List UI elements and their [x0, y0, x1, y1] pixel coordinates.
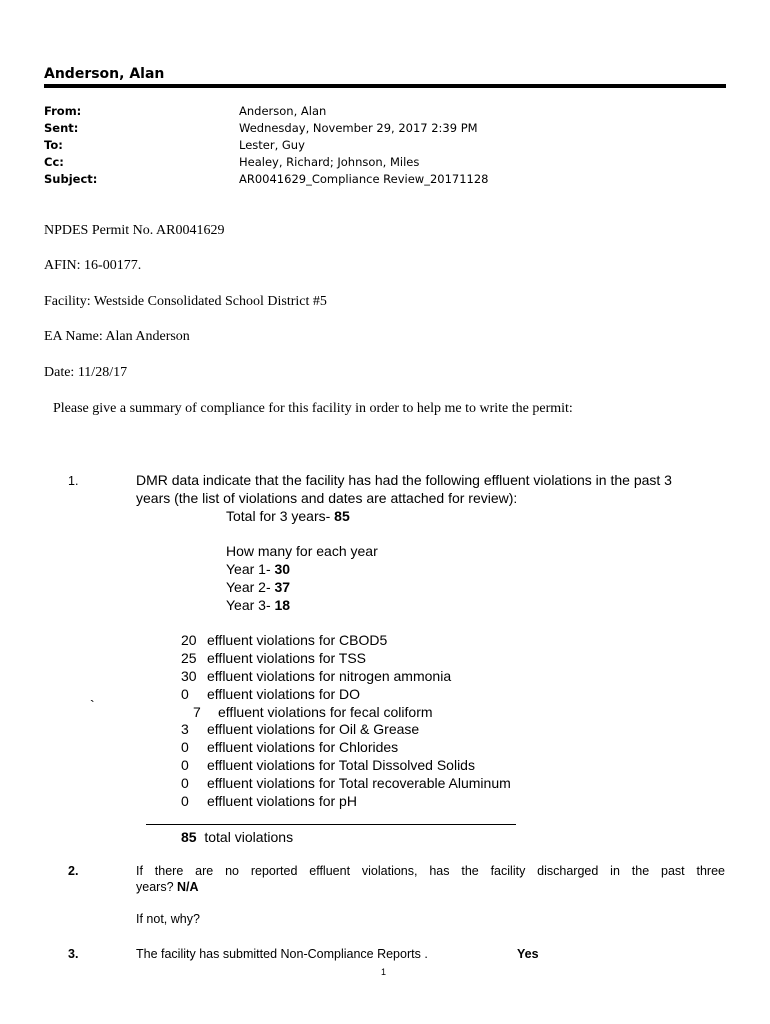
- facility: Facility: Westside Consolidated School District #5: [44, 294, 327, 309]
- violation-count-aluminum: 0: [181, 775, 189, 791]
- cc-value: Healey, Richard; Johnson, Miles: [239, 155, 420, 169]
- item-2-line-1: If there are no reported effluent violations, has the facility discharged in the past three: [136, 864, 725, 878]
- total-3-years-value: 85: [334, 508, 350, 524]
- item-1-number: 1.: [68, 474, 79, 488]
- violation-count-fecal: 7: [193, 704, 201, 720]
- violation-text-chlorides: effluent violations for Chlorides: [207, 739, 399, 755]
- total-violations-count: 85: [181, 829, 197, 845]
- to-value: Lester, Guy: [239, 138, 305, 152]
- each-year-label: How many for each year: [226, 543, 378, 559]
- item-3-number: 3.: [68, 947, 79, 961]
- item-2-number: 2.: [68, 864, 79, 878]
- violation-count-tss: 25: [181, 650, 197, 666]
- item-2-line-2: [136, 880, 199, 894]
- item-2-prefix: years?: [136, 880, 177, 894]
- year-1-value: 30: [274, 561, 291, 577]
- violation-text-tds: effluent violations for Total Dissolved Solids: [207, 757, 475, 773]
- sent-label: Sent:: [44, 121, 79, 135]
- item-2-answer: N/A: [177, 880, 199, 894]
- from-value: Anderson, Alan: [239, 104, 327, 118]
- violation-count-do: 0: [181, 686, 189, 702]
- cc-label: Cc:: [44, 155, 64, 169]
- total-violations-label: total violations: [204, 829, 294, 845]
- stray-mark: `: [90, 697, 95, 713]
- afin: AFIN: 16-00177.: [44, 258, 142, 273]
- violation-text-cbod5: effluent violations for CBOD5: [207, 632, 388, 648]
- violation-text-ph: effluent violations for pH: [207, 793, 357, 809]
- item-3-text: The facility has submitted Non-Compliance Reports .: [136, 947, 428, 961]
- item-2-if-not: If not, why?: [136, 912, 200, 926]
- violation-text-do: effluent violations for DO: [207, 686, 361, 702]
- year-3-label: Year 3-: [226, 597, 275, 613]
- item-1-text-line-2: years (the list of violations and dates are attached for review):: [136, 490, 518, 506]
- year-2: [226, 579, 290, 595]
- item-1-text-line-1: DMR data indicate that the facility has had the following effluent violations in the past 3: [136, 472, 672, 488]
- sum-divider: [146, 824, 516, 825]
- total-3-years: [226, 508, 350, 524]
- total-violations: [181, 829, 293, 845]
- from-label: From:: [44, 104, 82, 118]
- ea-name: EA Name: Alan Anderson: [44, 329, 190, 344]
- year-1: [226, 561, 290, 577]
- year-3-value: 18: [274, 597, 291, 613]
- subject-value: AR0041629_Compliance Review_20171128: [239, 172, 489, 186]
- header-divider: [44, 84, 726, 88]
- to-label: To:: [44, 138, 63, 152]
- year-1-label: Year 1-: [226, 561, 275, 577]
- violation-text-oil-grease: effluent violations for Oil & Grease: [207, 721, 420, 737]
- page-number: 1: [381, 967, 387, 977]
- date: Date: 11/28/17: [44, 365, 128, 380]
- violation-text-ammonia: effluent violations for nitrogen ammonia: [207, 668, 452, 684]
- violation-count-cbod5: 20: [181, 632, 197, 648]
- violation-count-ph: 0: [181, 793, 189, 809]
- year-2-label: Year 2-: [226, 579, 275, 595]
- sent-value: Wednesday, November 29, 2017 2:39 PM: [239, 121, 478, 135]
- violation-count-tds: 0: [181, 757, 189, 773]
- subject-label: Subject:: [44, 172, 98, 186]
- violation-text-fecal: effluent violations for fecal coliform: [218, 704, 433, 720]
- item-3-answer: Yes: [517, 947, 539, 961]
- request-text: Please give a summary of compliance for this facility in order to help me to write the permit:: [53, 401, 573, 416]
- total-3-years-label: Total for 3 years-: [226, 508, 335, 524]
- violation-count-chlorides: 0: [181, 739, 189, 755]
- sender-name-heading: Anderson, Alan: [44, 66, 165, 82]
- permit-number: NPDES Permit No. AR0041629: [44, 223, 225, 238]
- violation-text-aluminum: effluent violations for Total recoverable Aluminum: [207, 775, 511, 791]
- year-2-value: 37: [274, 579, 291, 595]
- violation-count-oil-grease: 3: [181, 721, 189, 737]
- violation-count-ammonia: 30: [181, 668, 197, 684]
- year-3: [226, 597, 290, 613]
- violation-text-tss: effluent violations for TSS: [207, 650, 367, 666]
